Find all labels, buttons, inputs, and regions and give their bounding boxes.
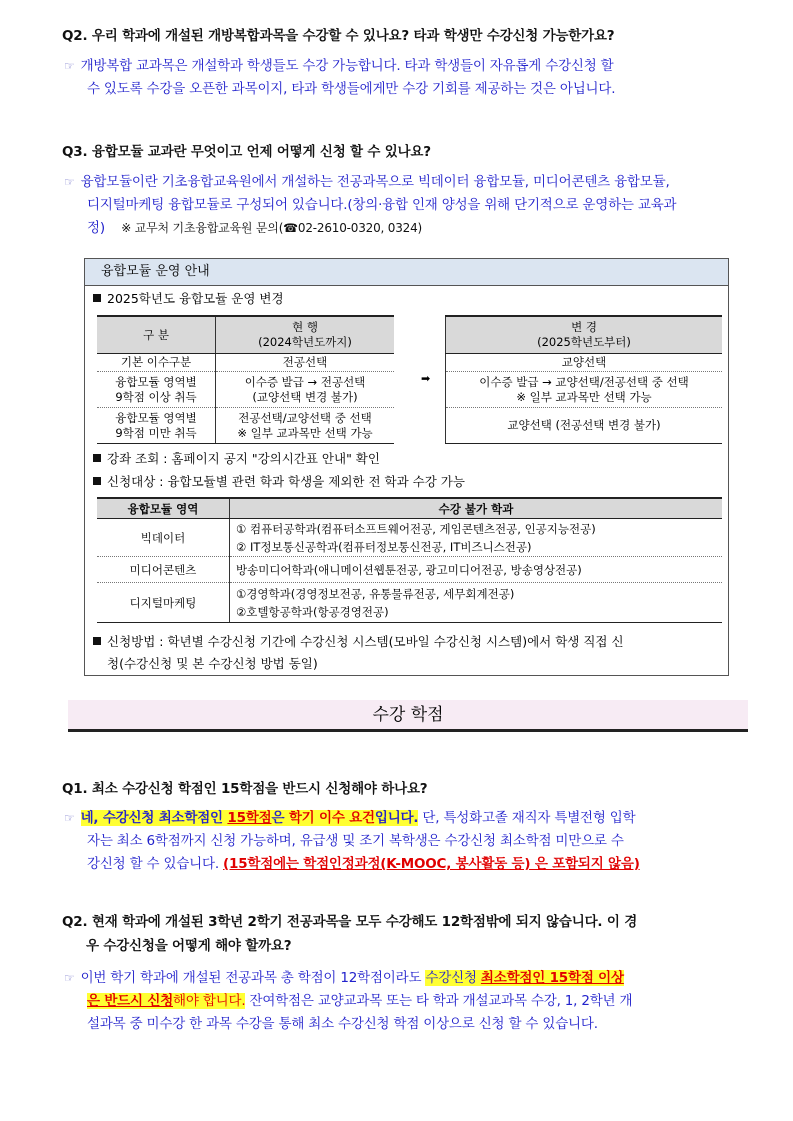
module-box-title: 융합모듈 운영 안내 xyxy=(85,259,728,286)
answer-text: 개방복합 교과목은 개설학과 학생들도 수강 가능합니다. 타과 학생들이 자유롭게 수강신청 할 xyxy=(80,58,614,74)
col-header-departments: 수강 불가 학과 xyxy=(230,498,723,519)
bullet-2025-change: 2025학년도 융합모듈 운영 변경 xyxy=(93,289,284,307)
col-header-current: 현 행 (2024학년도까지) xyxy=(216,316,395,354)
question-credits-q2: Q2. 현재 학과에 개설된 3학년 2학기 전공과목을 모두 수강해도 12학점밖에 되지 않습니다. 이 경 우 수강신청을 어떻게 해야 할까요? xyxy=(62,914,638,954)
new-value: 교양선택 xyxy=(561,355,607,369)
new-value: 이수증 발급 → 교양선택/전공선택 중 선택 ※ 일부 교과목만 선택 가능 xyxy=(446,372,723,408)
restricted-departments-table xyxy=(97,497,722,623)
contact-note: ※ 교무처 기초융합교육원 문의(☎02-2610-0320, 0324) xyxy=(121,221,422,235)
col-header-area: 융합모듈 영역 xyxy=(97,498,230,519)
answer-text: 자는 최소 6학점까지 신청 가능하며, 유급생 및 조기 복학생은 수강신청 최소학점 미만으로 수 xyxy=(87,833,624,849)
dept-list: 방송미디어학과(애니메이션웹툰전공, 광고미디어전공, 방송영상전공) xyxy=(230,557,723,583)
col-header-new: 변 경 (2025학년도부터) xyxy=(446,316,723,354)
new-value: 교양선택 (전공선택 변경 불가) xyxy=(446,408,723,444)
arrow-right-icon: ➡ xyxy=(421,372,431,385)
bullet-apply-method: 신청방법 : 학년별 수강신청 기간에 수강신청 시스템(모바일 수강신청 시스템)에서 학생 직접 신 청(수강신청 및 본 수강신청 방법 동일) xyxy=(93,631,624,675)
area-bigdata: 빅데이터 xyxy=(140,530,186,545)
module-info-box xyxy=(84,258,729,676)
new-policy-table xyxy=(445,315,722,444)
question-q3-module: Q3. 융합모듈 교과란 무엇이고 언제 어떻게 신청 할 수 있나요? xyxy=(62,144,431,160)
section-title-credits: 수강 학점 xyxy=(68,700,748,732)
current-value: 전공선택 xyxy=(216,354,395,372)
answer-q2-open-course xyxy=(64,55,740,101)
bullet-eligibility: 신청대상 : 융합모듈별 관련 학과 학생을 제외한 전 학과 수강 가능 xyxy=(93,472,465,490)
answer-credits-q2: ☞ 이번 학기 학과에 개설된 전공과목 총 학점이 12학점이라도 수강신청 최소학점인 15학점 이상 은 반드시 신청해야 합니다. 잔여학점은 교양교과목 또는 타 학과 개설교과목 수강, 1, 2학년 개 설과목 중 미수강 한 과목 수강을 통해 최소 수강신청 학점 이상으로 신청 할 수 있습니다. xyxy=(64,967,740,1036)
pointing-hand-icon: ☞ xyxy=(64,59,75,73)
answer-text: 정) xyxy=(87,220,105,236)
answer-text: 융합모듈이란 기초융합교육원에서 개설하는 전공과목으로 빅데이터 융합모듈, 미디어콘텐츠 융합모듈, xyxy=(80,174,670,190)
question-credits-q1: Q1. 최소 수강신청 학점인 15학점을 반드시 신청해야 하나요? xyxy=(62,781,428,797)
answer-text: 디지털마케팅 융합모듈로 구성되어 있습니다.(창의·융합 인재 양성을 위해 단기적으로 운영하는 교육과 xyxy=(87,197,677,213)
answer-credits-q1: ☞ 네, 수강신청 최소학점인 15학점은 학기 이수 요건입니다. 단, 특성화고졸 재직자 특별전형 입학 자는 최소 6학점까지 신청 가능하며, 유급생 및 조기 복학생은 수강신청 최소학점 미만으로 수 강신청 할 수 있습니다. (15학점에는 학점인정과정(K-MOOC, 봉사활동 등) 은 포함되지 않음) xyxy=(64,807,740,876)
bullet-course-lookup: 강좌 조회 : 홈페이지 공지 "강의시간표 안내" 확인 xyxy=(93,449,380,467)
col-header-category: 구 분 xyxy=(97,316,216,354)
question-q2-open-course: Q2. 우리 학과에 개설된 개방복합과목을 수강할 수 있나요? 타과 학생만 수강신청 가능한가요? xyxy=(62,28,615,44)
square-bullet-icon xyxy=(93,477,101,485)
square-bullet-icon xyxy=(93,637,101,645)
pointing-hand-icon: ☞ xyxy=(64,971,75,985)
row-label: 융합모듈 영역별 9학점 이상 취득 xyxy=(97,372,216,408)
square-bullet-icon xyxy=(93,294,101,302)
area-media: 미디어콘텐츠 xyxy=(97,557,230,583)
current-value: 전공선택/교양선택 중 선택 ※ 일부 교과목만 선택 가능 xyxy=(216,408,395,444)
row-label: 융합모듈 영역별 9학점 미만 취득 xyxy=(97,408,216,444)
dept-list: ①경영학과(경영정보전공, 유통물류전공, 세무회계전공) ②호텔항공학과(항공경영전공) xyxy=(230,583,723,623)
square-bullet-icon xyxy=(93,454,101,462)
current-value: 이수증 발급 → 전공선택 (교양선택 변경 불가) xyxy=(216,372,395,408)
dept-list: ① 컴퓨터공학과(컴퓨터소프트웨어전공, 게임콘텐츠전공, 인공지능전공) ② IT정보통신공학과(컴퓨터정보통신전공, IT비즈니스전공) xyxy=(230,519,723,557)
area-marketing: 디지털마케팅 xyxy=(97,583,230,623)
answer-text: 설과목 중 미수강 한 과목 수강을 통해 최소 수강신청 학점 이상으로 신청 할 수 있습니다. xyxy=(87,1016,598,1032)
current-policy-table xyxy=(97,315,394,444)
exclusion-note: (15학점에는 학점인정과정(K-MOOC, 봉사활동 등) 은 포함되지 않음) xyxy=(223,856,640,872)
row-label: 기본 이수구분 xyxy=(120,355,192,369)
pointing-hand-icon: ☞ xyxy=(64,811,75,825)
pointing-hand-icon: ☞ xyxy=(64,175,75,189)
answer-q3-module xyxy=(64,171,740,240)
answer-text: 수 있도록 수강을 오픈한 과목이지, 타과 학생들에게만 수강 기회를 제공하는 것은 아닙니다. xyxy=(87,81,616,97)
